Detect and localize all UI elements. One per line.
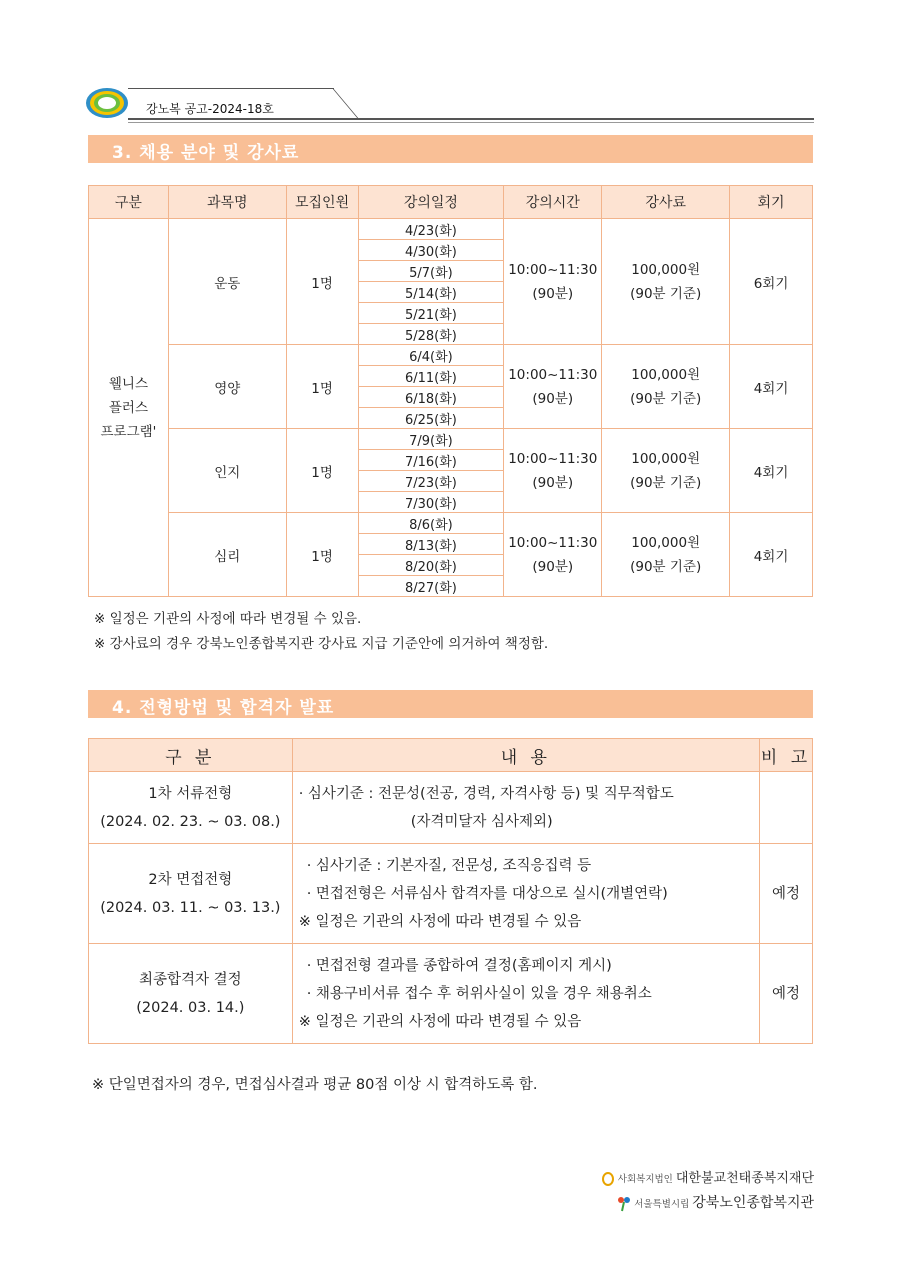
fee-cell	[602, 429, 730, 513]
content-line: · 심사기준 : 전문성(전공, 경력, 자격사항 등) 및 직무적합도	[298, 785, 674, 802]
header-rule-diagonal	[332, 88, 360, 120]
fee-cell	[602, 219, 730, 345]
lecture-date-cell: 6/4(화)	[358, 345, 504, 366]
lecture-date-cell: 7/9(화)	[358, 429, 504, 450]
header-rule-bottom-thin	[128, 122, 814, 123]
sessions-cell: 6회기	[730, 219, 813, 345]
column-header: 강의시간	[504, 186, 602, 219]
subject-cell: 영양	[168, 345, 286, 429]
lecture-time: 10:00~11:30	[508, 534, 598, 551]
lecture-time-cell	[504, 429, 602, 513]
agency-logo-icon	[84, 86, 130, 120]
remark-cell	[760, 772, 813, 844]
lecture-date-cell: 5/7(화)	[358, 261, 504, 282]
fee-amount: 100,000원	[631, 534, 701, 551]
content-cell	[292, 844, 759, 944]
lecture-time: 10:00~11:30	[508, 450, 598, 467]
fee-amount: 100,000원	[631, 366, 701, 383]
content-line: ※ 일정은 기관의 사정에 따라 변경될 수 있음	[298, 1013, 582, 1030]
content-line: · 심사기준 : 기본자질, 전문성, 조직응집력 등	[306, 857, 592, 874]
lecture-time-cell	[504, 345, 602, 429]
footer-organizations	[602, 1167, 814, 1218]
lecture-time-cell	[504, 513, 602, 597]
footer-org2-name: 강북노인종합복지관	[692, 1195, 814, 1211]
lecture-date-cell: 7/23(화)	[358, 471, 504, 492]
recruitment-fee-table	[88, 185, 813, 597]
section4-title: 4. 전형방법 및 합격자 발표	[112, 698, 335, 718]
note-fee-basis: ※ 강사료의 경우 강북노인종합복지관 강사료 지급 기준안에 의거하여 책정함.	[94, 636, 549, 652]
column-header: 모집인원	[286, 186, 358, 219]
lecture-duration: (90분)	[532, 285, 574, 302]
headcount-cell: 1명	[286, 513, 358, 597]
fee-amount: 100,000원	[631, 261, 701, 278]
single-interviewee-note: ※ 단일면접자의 경우, 면접심사결과 평균 80점 이상 시 합격하도록 함.	[92, 1077, 538, 1093]
content-cell	[292, 944, 759, 1044]
fee-basis: (90분 기준)	[630, 558, 702, 575]
table-row	[89, 513, 813, 534]
stage-name: 2차 면접전형	[148, 871, 233, 888]
table-header-row	[89, 186, 813, 219]
lecture-date-cell: 6/25(화)	[358, 408, 504, 429]
lecture-duration: (90분)	[532, 390, 574, 407]
subject-cell: 인지	[168, 429, 286, 513]
content-line: ※ 일정은 기관의 사정에 따라 변경될 수 있음	[298, 913, 582, 930]
category-cell	[89, 219, 169, 597]
column-header: 구 분	[89, 739, 293, 772]
content-cell	[292, 772, 759, 844]
stage-name: 1차 서류전형	[148, 785, 233, 802]
lecture-date-cell: 4/30(화)	[358, 240, 504, 261]
subject-cell: 심리	[168, 513, 286, 597]
document-header	[84, 86, 814, 124]
lecture-time-cell	[504, 219, 602, 345]
stage-period: (2024. 02. 23. ~ 03. 08.)	[100, 813, 281, 830]
footer-org1-name: 대한불교천태종복지재단	[675, 1171, 814, 1186]
lecture-date-cell: 4/23(화)	[358, 219, 504, 240]
fee-basis: (90분 기준)	[630, 285, 702, 302]
section3-title: 3. 채용 분야 및 강사료	[112, 143, 300, 163]
lecture-date-cell: 5/28(화)	[358, 324, 504, 345]
column-header: 강의일정	[358, 186, 504, 219]
category-line: 프로그램'	[100, 423, 157, 440]
sessions-cell: 4회기	[730, 429, 813, 513]
headcount-cell: 1명	[286, 345, 358, 429]
table-row	[89, 345, 813, 366]
lecture-date-cell: 5/21(화)	[358, 303, 504, 324]
lecture-date-cell: 7/30(화)	[358, 492, 504, 513]
content-line: · 면접전형 결과를 종합하여 결정(홈페이지 게시)	[306, 957, 612, 974]
column-header: 과목명	[168, 186, 286, 219]
footer-org1	[602, 1167, 814, 1186]
header-rule-top	[128, 88, 334, 89]
headcount-cell: 1명	[286, 219, 358, 345]
stage-period: (2024. 03. 11. ~ 03. 13.)	[100, 899, 281, 916]
content-line: (자격미달자 심사제외)	[410, 813, 553, 830]
selection-process-table	[88, 738, 813, 1044]
remark-cell: 예정	[760, 944, 813, 1044]
lecture-time: 10:00~11:30	[508, 261, 598, 278]
lecture-date-cell: 7/16(화)	[358, 450, 504, 471]
footer-org2-prefix: 서울특별시립	[634, 1199, 690, 1210]
lecture-date-cell: 8/13(화)	[358, 534, 504, 555]
lecture-duration: (90분)	[532, 558, 574, 575]
section3-title-bar	[88, 135, 813, 163]
fee-basis: (90분 기준)	[630, 390, 702, 407]
table-row	[89, 944, 813, 1044]
column-header: 비 고	[760, 739, 813, 772]
column-header: 회기	[730, 186, 813, 219]
fee-cell	[602, 345, 730, 429]
lecture-duration: (90분)	[532, 474, 574, 491]
stage-cell	[89, 944, 293, 1044]
table-row	[89, 844, 813, 944]
document-number: 강노복 공고-2024-18호	[146, 102, 274, 116]
column-header: 구분	[89, 186, 169, 219]
section4-title-bar	[88, 690, 813, 718]
sessions-cell: 4회기	[730, 345, 813, 429]
stage-cell	[89, 844, 293, 944]
fee-basis: (90분 기준)	[630, 474, 702, 491]
content-line: · 채용구비서류 접수 후 허위사실이 있을 경우 채용취소	[306, 985, 652, 1002]
remark-cell: 예정	[760, 844, 813, 944]
column-header: 강사료	[602, 186, 730, 219]
lecture-date-cell: 6/18(화)	[358, 387, 504, 408]
headcount-cell: 1명	[286, 429, 358, 513]
lecture-date-cell: 5/14(화)	[358, 282, 504, 303]
fee-cell	[602, 513, 730, 597]
foundation-logo-icon	[602, 1172, 614, 1186]
table-row	[89, 429, 813, 450]
table-row	[89, 219, 813, 240]
footer-org2	[602, 1192, 814, 1212]
table-header-row	[89, 739, 813, 772]
header-rule-bottom	[128, 118, 814, 120]
stage-period: (2024. 03. 14.)	[136, 999, 245, 1016]
note-schedule-change: ※ 일정은 기관의 사정에 따라 변경될 수 있음.	[94, 611, 362, 627]
fee-amount: 100,000원	[631, 450, 701, 467]
table-row	[89, 772, 813, 844]
lecture-date-cell: 8/27(화)	[358, 576, 504, 597]
subject-cell: 운동	[168, 219, 286, 345]
sessions-cell: 4회기	[730, 513, 813, 597]
category-line: 플러스	[108, 399, 148, 416]
content-line: · 면접전형은 서류심사 합격자를 대상으로 실시(개별연락)	[306, 885, 668, 902]
category-line: 웰니스	[108, 375, 148, 392]
lecture-date-cell: 6/11(화)	[358, 366, 504, 387]
lecture-date-cell: 8/6(화)	[358, 513, 504, 534]
lecture-date-cell: 8/20(화)	[358, 555, 504, 576]
column-header: 내 용	[292, 739, 759, 772]
lecture-time: 10:00~11:30	[508, 366, 598, 383]
stage-cell	[89, 772, 293, 844]
footer-org1-prefix: 사회복지법인	[617, 1174, 673, 1185]
seoul-city-logo-icon	[618, 1196, 630, 1212]
stage-name: 최종합격자 결정	[139, 971, 242, 988]
